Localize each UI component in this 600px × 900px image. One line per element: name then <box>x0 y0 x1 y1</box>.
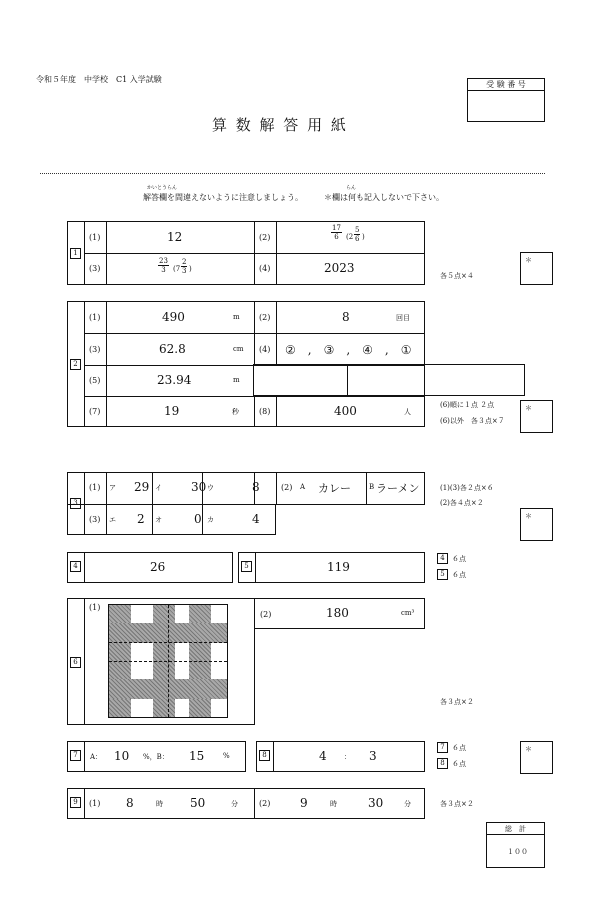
q3-o-answer[interactable]: 0 <box>194 512 202 526</box>
q1-2-mixed-fraction: $\frac{5}{6}$ <box>355 226 360 243</box>
q6-1-label: (1) <box>89 603 101 612</box>
q1-3-mixed-fraction: $\frac{2}{3}$ <box>182 258 187 275</box>
exam-name: 令和５年度 中学校 C1 入学試験 <box>36 75 162 84</box>
q3-i-label: イ <box>155 484 162 492</box>
q2-7-label: (7) <box>89 407 101 416</box>
q8-number: 8 <box>259 750 270 761</box>
q2-3-label: (3) <box>89 345 101 354</box>
instruction-2: ＊欄は何も記入しないで下さい。 <box>324 193 444 202</box>
q6-2-answer[interactable]: 180 <box>326 606 349 620</box>
q1-1-answer[interactable]: 12 <box>167 230 183 244</box>
q6-2-label: (2) <box>260 610 272 619</box>
q3-i-answer[interactable]: 30 <box>191 480 207 494</box>
q1-3-mixed-prefix: (7 <box>173 265 181 273</box>
q7-number: 7 <box>70 750 81 761</box>
q7-b-unit: % <box>223 752 230 760</box>
q4-answer[interactable]: 26 <box>150 560 166 574</box>
total-box <box>486 822 545 868</box>
q9-1-minute-unit: 分 <box>231 800 238 808</box>
q3-ka-answer[interactable]: 4 <box>252 512 260 526</box>
q4-score-badge <box>437 553 448 564</box>
q6-2-unit: cm³ <box>401 609 415 617</box>
q2-star: ＊ <box>525 404 532 412</box>
q4-score: ６点 <box>452 555 466 563</box>
q2-8-unit: 人 <box>404 408 411 416</box>
q7-score: ６点 <box>452 744 466 752</box>
q9-score: 各３点×２ <box>440 800 474 808</box>
q3-3-label: (3) <box>89 515 101 524</box>
q2-5-label: (5) <box>89 376 101 385</box>
q2-2-label: (2) <box>259 313 271 322</box>
q9-1-minute[interactable]: 50 <box>190 796 206 810</box>
q4-score-badge-num: 4 <box>440 554 445 562</box>
q2-star-box <box>520 400 553 433</box>
q8-table <box>256 741 425 772</box>
instruction-1: 解答欄を間違えないように注意しましょう。 <box>143 193 303 202</box>
q3-a-label: ア <box>109 484 116 492</box>
divider <box>40 173 545 174</box>
q3-star: ＊ <box>525 512 532 520</box>
q1-star-box <box>520 252 553 285</box>
q7-star-box <box>520 741 553 774</box>
q8-score: ６点 <box>452 760 466 768</box>
q3-2-label: (2) <box>281 483 293 492</box>
q3-B-answer[interactable]: ラーメン <box>376 482 420 495</box>
q3-e-answer[interactable]: 2 <box>137 512 145 526</box>
q3-o-label: オ <box>155 516 162 524</box>
q9-2-hour-unit: 時 <box>330 800 337 808</box>
q9-2-minute-unit: 分 <box>404 800 411 808</box>
q2-1-label: (1) <box>89 313 101 322</box>
q7-a-answer[interactable]: 10 <box>114 749 130 763</box>
q7-a-label: A： <box>90 753 103 761</box>
q9-2-hour[interactable]: 9 <box>300 796 308 810</box>
q7-score-badge <box>437 742 448 753</box>
q6-score: 各３点×２ <box>440 698 474 706</box>
q9-1-label: (1) <box>89 799 101 808</box>
q8-score-badge <box>437 758 448 769</box>
q8-score-badge-num: 8 <box>440 759 445 767</box>
total-value: １００ <box>507 848 528 856</box>
q9-1-hour[interactable]: 8 <box>126 796 134 810</box>
q1-3-label: (3) <box>89 264 101 273</box>
q2-score-2: (6)以外 各３点×７ <box>440 417 505 425</box>
q2-5-answer[interactable]: 23.94 <box>157 373 192 387</box>
q2-7-unit: 秒 <box>232 408 239 416</box>
q2-1-unit: m <box>233 313 240 321</box>
q3-B-label: B <box>369 483 375 491</box>
q9-2-label: (2) <box>259 799 271 808</box>
q1-table <box>67 221 425 285</box>
q2-8-answer[interactable]: 400 <box>334 404 357 418</box>
q3-u-label: ウ <box>207 484 214 492</box>
q3-score-2: (2)各４点×２ <box>440 499 484 507</box>
q3-star-box <box>520 508 553 541</box>
q6-number: 6 <box>70 657 81 668</box>
q3-number: 3 <box>70 498 81 509</box>
q5-score-badge <box>437 569 448 580</box>
exam-number-label: 受 験 番 号 <box>468 79 544 91</box>
q1-2-fraction[interactable]: $\frac{17}{6}$ <box>332 224 341 241</box>
q4-number: 4 <box>70 561 81 572</box>
q3-1-label: (1) <box>89 483 101 492</box>
q3-A-label: A <box>300 483 306 491</box>
q1-2-mixed-suffix: ) <box>362 233 365 241</box>
q2-3-answer[interactable]: 62.8 <box>159 342 186 356</box>
q8-colon: ： <box>344 753 351 761</box>
q7-star: ＊ <box>525 745 532 753</box>
page-title: 算 数 解 答 用 紙 <box>212 116 348 134</box>
q5-score: ６点 <box>452 571 466 579</box>
q1-3-fraction[interactable]: $\frac{23}{3}$ <box>159 257 168 274</box>
q2-7-answer[interactable]: 19 <box>164 404 180 418</box>
ruby-ran: らん <box>346 185 357 191</box>
q1-2-label: (2) <box>259 233 271 242</box>
q9-1-hour-unit: 時 <box>156 800 163 808</box>
q2-4-answer[interactable]: ② , ③ , ④ , ① <box>285 343 412 357</box>
total-label: 総 計 <box>487 823 544 835</box>
q2-1-answer[interactable]: 490 <box>162 310 185 324</box>
q6-grid-figure[interactable] <box>108 604 228 718</box>
q2-8-label: (8) <box>259 407 271 416</box>
q1-4-label: (4) <box>259 264 271 273</box>
q1-3-mixed-suffix: ) <box>189 265 192 273</box>
q3-a-answer[interactable]: 29 <box>134 480 150 494</box>
exam-number-box[interactable] <box>467 78 545 122</box>
q1-number: 1 <box>70 248 81 259</box>
ruby-kaitouran: かいとうらん <box>147 185 178 191</box>
q5-answer[interactable]: 119 <box>327 560 350 574</box>
q9-2-minute[interactable]: 30 <box>368 796 384 810</box>
q2-2-unit: 回目 <box>396 314 410 322</box>
q1-4-answer[interactable]: 2023 <box>324 261 355 275</box>
q9-number: 9 <box>70 797 81 808</box>
q2-number: 2 <box>70 359 81 370</box>
q7-score-badge-num: 7 <box>440 743 445 751</box>
q3-score-1: (1)(3)各２点×６ <box>440 484 494 492</box>
q5-score-badge-num: 5 <box>440 570 445 578</box>
q3-ka-label: カ <box>207 516 214 524</box>
q1-score: 各５点×４ <box>440 272 474 280</box>
q5-number: 5 <box>241 561 252 572</box>
q2-2-answer[interactable]: 8 <box>342 310 350 324</box>
q1-1-label: (1) <box>89 233 101 242</box>
q3-u-answer[interactable]: 8 <box>252 480 260 494</box>
q8-left-answer[interactable]: 4 <box>319 749 327 763</box>
q2-4-label: (4) <box>259 345 271 354</box>
q3-A-answer[interactable]: カレー <box>318 482 351 495</box>
q8-right-answer[interactable]: 3 <box>369 749 377 763</box>
q2-score-1: (6)順に１点 ２点 <box>440 401 495 409</box>
q1-star: ＊ <box>525 256 532 264</box>
q1-2-mixed-prefix: (2 <box>346 233 354 241</box>
q7-a-unit: %，B： <box>143 753 169 761</box>
q3-e-label: エ <box>109 516 116 524</box>
q2-3-unit: cm <box>233 345 244 353</box>
q7-b-answer[interactable]: 15 <box>189 749 205 763</box>
q2-5-unit: m <box>233 376 240 384</box>
q2-6-answer-area[interactable] <box>253 364 525 396</box>
